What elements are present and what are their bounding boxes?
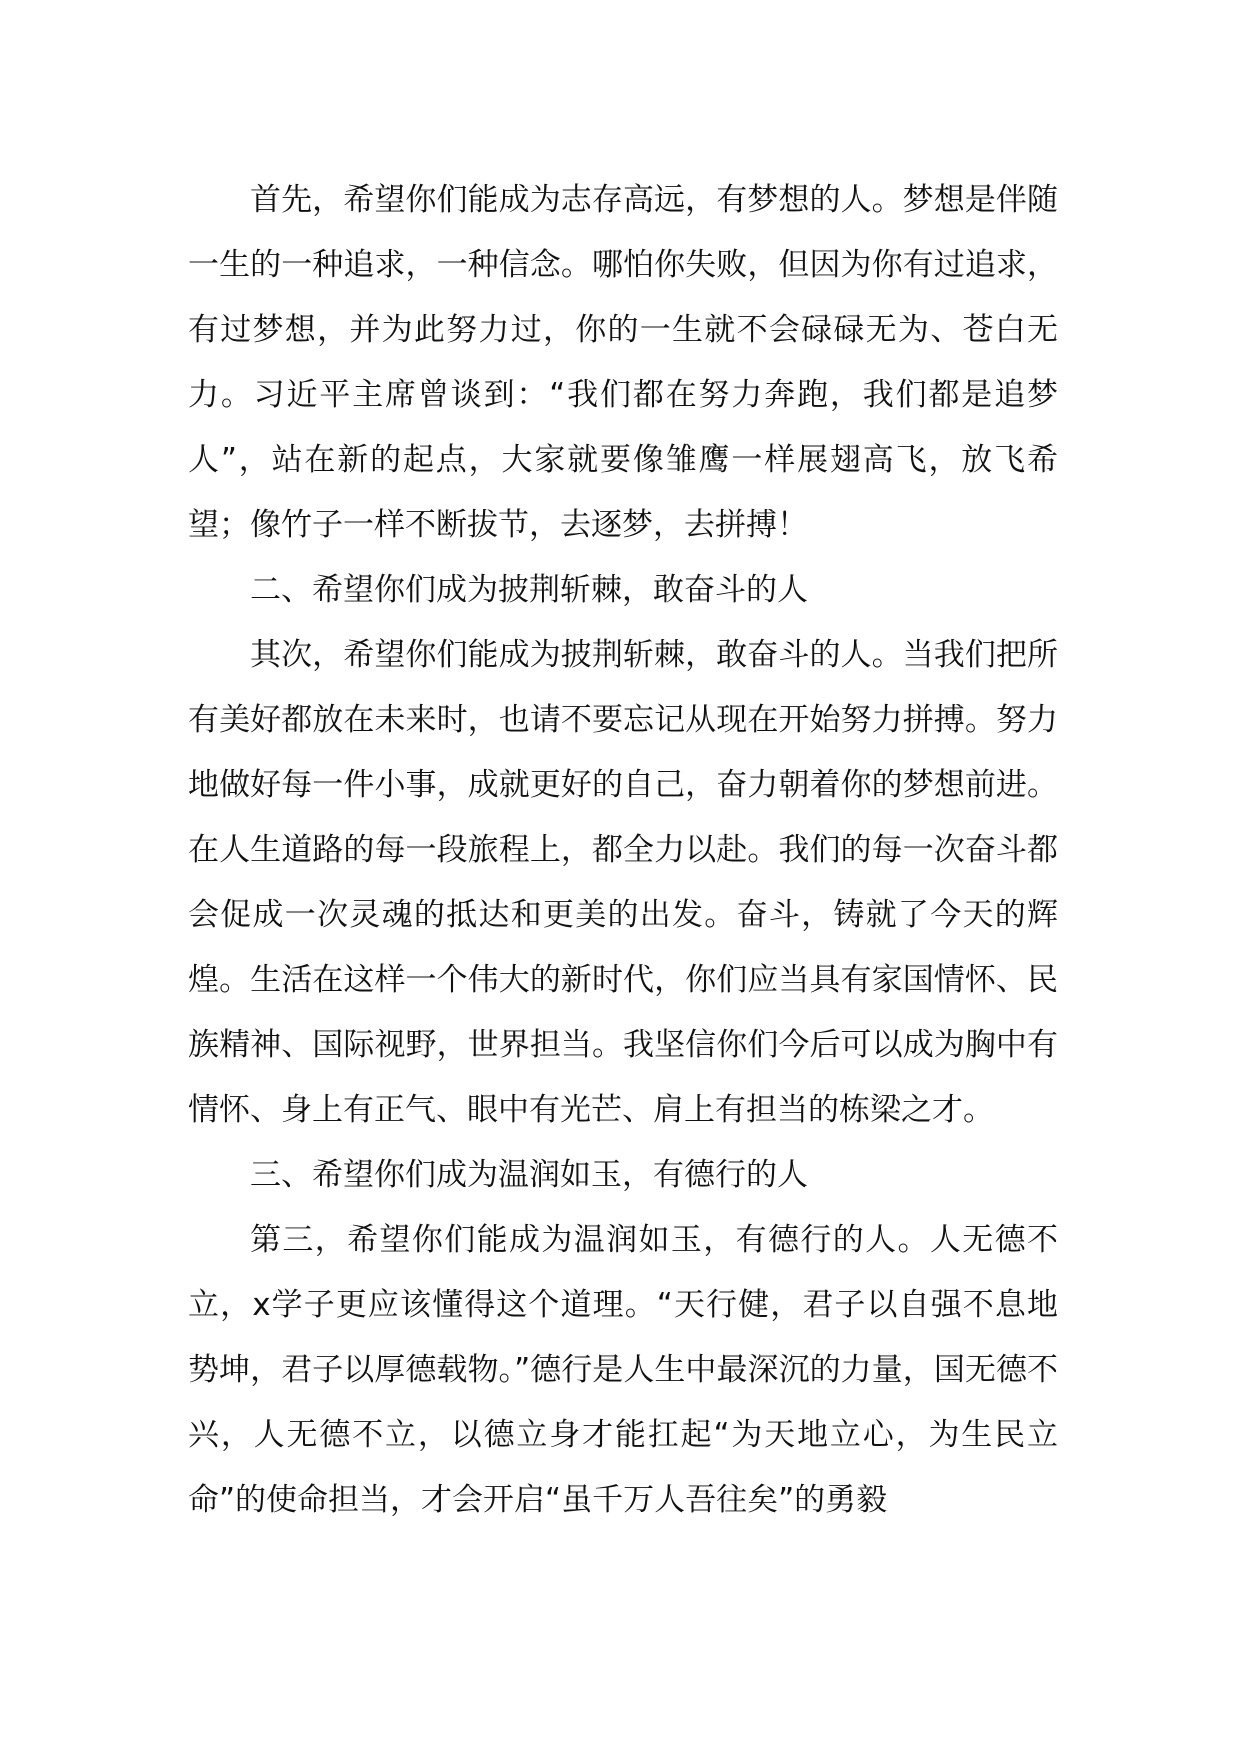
paragraph-striving: 其次，希望你们能成为披荆斩棘，敢奋斗的人。当我们把所有美好都放在未来时，也请不要忘记从现在开始努力拼搏。努力地做好每一件小事，成就更好的自己，奋力朝着你的梦想前进。在人生道路的每一段旅程上，都全力以赴。我们的每一次奋斗都会促成一次灵魂的抵达和更美的出发。奋斗，铸就了今天的辉煌。生活在这样一个伟大的新时代，你们应当具有家国情怀、民族精神、国际视野，世界担当。我坚信你们今后可以成为胸中有情怀、身上有正气、眼中有光芒、肩上有担当的栋梁之才。 xyxy=(188,637,1058,1128)
document-body xyxy=(188,168,1058,1533)
paragraph-dreams: 首先，希望你们能成为志存高远，有梦想的人。梦想是伴随一生的一种追求，一种信念。哪怕你失败，但因为你有过追求，有过梦想，并为此努力过，你的一生就不会碌碌无为、苍白无力。习近平主席曾谈到：“我们都在努力奔跑，我们都是追梦人”，站在新的起点，大家就要像雏鹰一样展翅高飞，放飞希望；像竹子一样不断拔节，去逐梦，去拼搏！ xyxy=(188,182,1058,543)
section-heading-two: 二、希望你们成为披荆斩棘，敢奋斗的人 xyxy=(250,572,808,608)
paragraph-virtue: 第三，希望你们能成为温润如玉，有德行的人。人无德不立，x学子更应该懂得这个道理。“天行健，君子以自强不息地势坤，君子以厚德载物。”德行是人生中最深沉的力量，国无德不兴，人无德不立，以德立身才能扛起“为天地立心，为生民立命”的使命担当，才会开启“虽千万人吾往矣”的勇毅 xyxy=(188,1222,1058,1518)
section-heading-three: 三、希望你们成为温润如玉，有德行的人 xyxy=(250,1157,808,1193)
